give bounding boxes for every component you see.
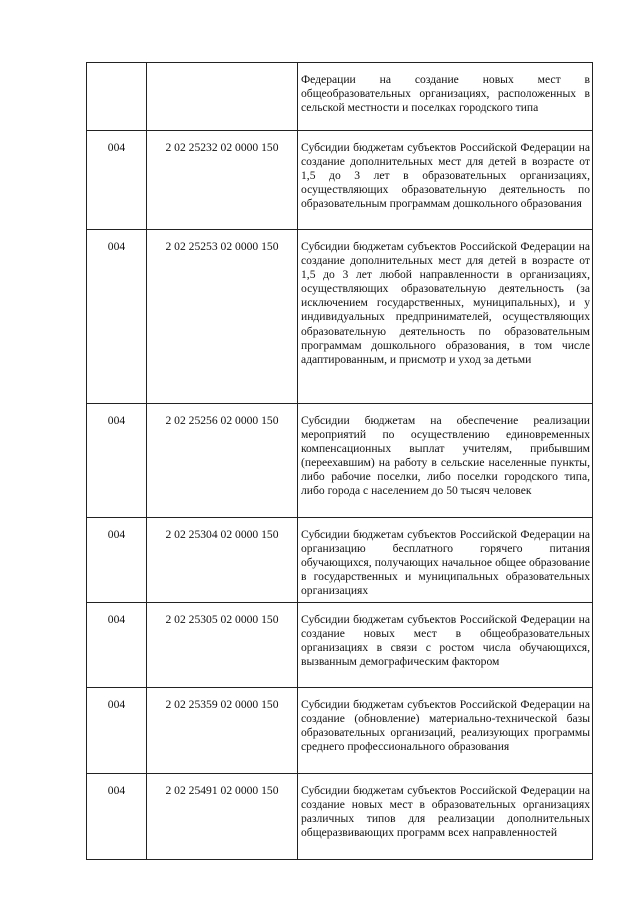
description-cell xyxy=(298,230,593,404)
description-text: Субсидии бюджетам субъектов Российской Федерации на создание новых мест в образовательных организациях различных типов для реализации дополнительных общеразвивающих программ всех направленностей xyxy=(301,784,590,840)
table-row xyxy=(87,131,593,230)
income-code-cell xyxy=(147,774,298,860)
table-row xyxy=(87,603,593,688)
admin-code: 004 xyxy=(107,784,126,797)
description-text: Федерации на создание новых мест в общеобразовательных организациях, расположенных в сельской местности и поселках городского типа xyxy=(301,73,590,115)
table-row xyxy=(87,688,593,774)
table-row xyxy=(87,518,593,603)
income-code-cell xyxy=(147,63,298,131)
table-row xyxy=(87,230,593,404)
description-cell xyxy=(298,131,593,230)
description-text: Субсидии бюджетам на обеспечение реализации мероприятий по осуществлению единовременных компенсационных выплат учителям, прибывшим (переехавшим) на работу в сельские населенные пункты, либо рабочие поселки, либо поселки городского типа, либо города с населением до 50 тысяч человек xyxy=(301,414,590,498)
description-cell xyxy=(298,404,593,518)
income-code-cell xyxy=(147,518,298,603)
income-code-cell xyxy=(147,404,298,518)
admin-code-cell xyxy=(87,230,147,404)
income-code: 2 02 25305 02 0000 150 xyxy=(165,613,279,626)
admin-code: 004 xyxy=(107,141,126,154)
description-text: Субсидии бюджетам субъектов Российской Федерации на создание дополнительных мест для детей в возрасте от 1,5 до 3 лет любой направленности в организациях, осуществляющих образовательную деятельность (за исключением государственных, муниципальных), и у индивидуальных предпринимателей, осуществляющих образовательную деятельность по образовательным программам дошкольного образования, в том числе адаптированным, и присмотр и уход за детьми xyxy=(301,240,590,366)
admin-code: 004 xyxy=(107,528,126,541)
income-code: 2 02 25304 02 0000 150 xyxy=(165,528,279,541)
income-code: 2 02 25491 02 0000 150 xyxy=(165,784,279,797)
admin-code: 004 xyxy=(107,613,126,626)
admin-code-cell xyxy=(87,603,147,688)
description-cell xyxy=(298,774,593,860)
admin-code-cell xyxy=(87,688,147,774)
income-code: 2 02 25256 02 0000 150 xyxy=(165,414,279,427)
admin-code-cell xyxy=(87,518,147,603)
income-code-cell xyxy=(147,688,298,774)
description-cell xyxy=(298,518,593,603)
budget-classification-table xyxy=(86,62,593,860)
income-code-cell xyxy=(147,131,298,230)
income-code xyxy=(147,63,297,73)
admin-code-cell xyxy=(87,774,147,860)
description-cell xyxy=(298,63,593,131)
income-code: 2 02 25359 02 0000 150 xyxy=(165,698,279,711)
description-text: Субсидии бюджетам субъектов Российской Федерации на создание новых мест в общеобразовательных организациях в связи с ростом числа обучающихся, вызванным демографическим фактором xyxy=(301,613,590,669)
admin-code-cell xyxy=(87,131,147,230)
admin-code-cell xyxy=(87,404,147,518)
description-text: Субсидии бюджетам субъектов Российской Федерации на создание (обновление) материально-технической базы образовательных организаций, реализующих программы среднего профессионального образования xyxy=(301,698,590,754)
table-row xyxy=(87,63,593,131)
admin-code-cell xyxy=(87,63,147,131)
description-text: Субсидии бюджетам субъектов Российской Федерации на организацию бесплатного горячего питания обучающихся, получающих начальное общее образование в государственных и муниципальных образовательных организациях xyxy=(301,528,590,598)
income-code: 2 02 25232 02 0000 150 xyxy=(165,141,279,154)
income-code: 2 02 25253 02 0000 150 xyxy=(165,240,279,253)
admin-code: 004 xyxy=(107,414,126,427)
description-cell xyxy=(298,688,593,774)
table-row xyxy=(87,774,593,860)
admin-code: 004 xyxy=(107,698,126,711)
description-text: Субсидии бюджетам субъектов Российской Федерации на создание дополнительных мест для детей в возрасте от 1,5 до 3 лет в образовательных организациях, осуществляющих образовательную деятельность по образовательным программам дошкольного образования xyxy=(301,141,590,211)
description-cell xyxy=(298,603,593,688)
income-code-cell xyxy=(147,603,298,688)
table-row xyxy=(87,404,593,518)
admin-code xyxy=(87,63,146,73)
admin-code: 004 xyxy=(107,240,126,253)
income-code-cell xyxy=(147,230,298,404)
